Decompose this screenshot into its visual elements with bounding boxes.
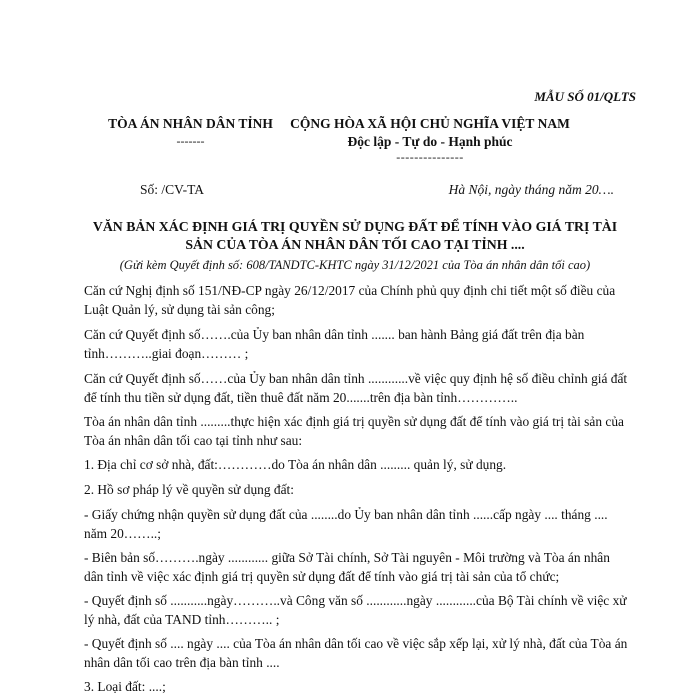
document-number: Số: /CV-TA [140,182,205,197]
court-divider: ------- [176,134,205,148]
paragraph: Căn cứ Nghị định số 151/NĐ-CP ngày 26/12/2017 của Chính phủ quy định chi tiết một số điều của Luật Quản lý, sử dụng tài sản công; [84,283,616,317]
motto-divider: --------------- [396,150,464,164]
paragraph: - Quyết định số ...........ngày………..và Công văn số ............ngày ............của Bộ Tài chính về việc xử lý nhà, đất của TAND tỉnh……….. ; [84,593,627,627]
nation-name: CỘNG HÒA XÃ HỘI CHỦ NGHĨA VIỆT NAM [290,116,570,131]
national-motto: Độc lập - Tự do - Hạnh phúc [347,134,513,149]
paragraph: Tòa án nhân dân tỉnh .........thực hiện xác định giá trị quyền sử dụng đất để tính vào giá trị tài sản của Tòa án nhân dân tối cao tại tỉnh như sau: [84,414,624,448]
paragraph: 3. Loại đất: ....; [84,679,166,694]
paragraph: - Giấy chứng nhận quyền sử dụng đất của ........do Ủy ban nhân dân tỉnh ......cấp ngày .... tháng .... năm 20……..; [84,507,608,541]
paragraph: 2. Hồ sơ pháp lý về quyền sử dụng đất: [84,482,294,497]
document-title-line-2: SẢN CỦA TÒA ÁN NHÂN DÂN TỐI CAO TẠI TỈNH .... [185,237,525,252]
court-name: TÒA ÁN NHÂN DÂN TỈNH [108,116,273,131]
document-subtitle: (Gửi kèm Quyết định số: 608/TANDTC-KHTC ngày 31/12/2021 của Tòa án nhân dân tối cao) [119,258,591,272]
place-date: Hà Nội, ngày tháng năm 20…. [448,182,614,197]
paragraph: Căn cứ Quyết định số…….của Ủy ban nhân dân tỉnh ....... ban hành Bảng giá đất trên địa bàn tỉnh………..giai đoạn……… ; [84,327,585,361]
paragraph: - Quyết định số .... ngày .... của Tòa án nhân dân tối cao về việc sắp xếp lại, xử lý nhà, đất của Tòa án nhân dân tối cao trên địa bàn tỉnh .... [84,636,628,670]
paragraph: - Biên bản số……….ngày ............ giữa Sở Tài chính, Sở Tài nguyên - Môi trường và Tòa án nhân dân tỉnh về việc xác định giá trị quyền sử dụng đất để tính vào giá trị tài sản của tổ chức; [84,550,610,584]
form-code: MẪU SỐ 01/QLTS [534,89,636,104]
paragraph: 1. Địa chỉ cơ sở nhà, đất:…………do Tòa án nhân dân ......... quản lý, sử dụng. [84,457,507,472]
document-title-line-1: VĂN BẢN XÁC ĐỊNH GIÁ TRỊ QUYỀN SỬ DỤNG ĐẤT ĐỂ TÍNH VÀO GIÁ TRỊ TÀI [92,219,618,234]
paragraph: Căn cứ Quyết định số……của Ủy ban nhân dân tỉnh ............về việc quy định hệ số điều chỉnh giá đất để tính thu tiền sử dụng đất, tiền thuê đất năm 20.......trên địa bàn tỉnh………….. [84,371,628,405]
